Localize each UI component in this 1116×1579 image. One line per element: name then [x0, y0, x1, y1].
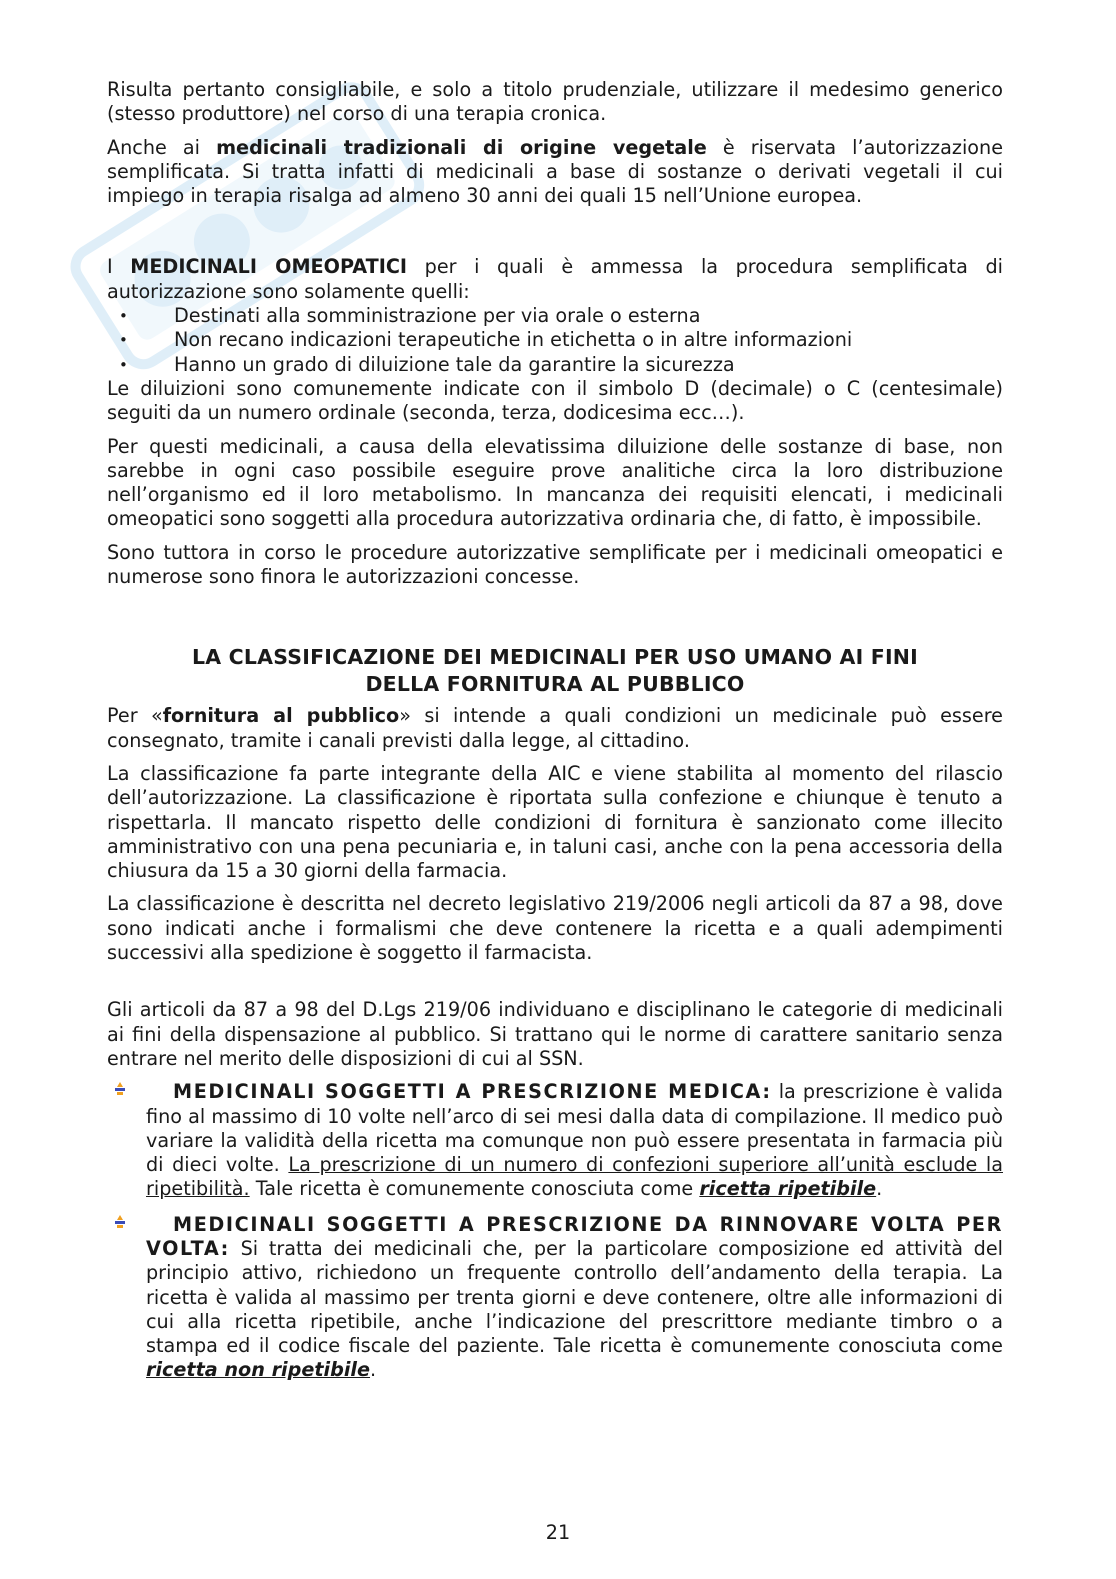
paragraph-autorizzazioni: Sono tuttora in corso le procedure autorizzative semplificate per i medicinali omeopatici e numerose sono finora le autorizzazioni concesse. [107, 540, 1003, 589]
page-number: 21 [545, 1521, 571, 1544]
paragraph-classificazione-aic: La classificazione fa parte integrante della AIC e viene stabilita al momento del rilascio dell’autorizzazione. La classificazione è riportata sulla confezione e chiunque è tenuto a rispettarla. Il mancato rispetto delle condizioni di fornitura è sanzionato come illecito amministrativo con una pena pecuniaria e, in taluni casi, anche con la pena accessoria della chiusura da 15 a 30 giorni della farmacia. [107, 761, 1003, 883]
category-title: MEDICINALI SOGGETTI A PRESCRIZIONE MEDICA: [173, 1080, 772, 1104]
list-item-text: Destinati alla somministrazione per via orale o esterna [174, 304, 701, 328]
text-run: Per « [107, 704, 163, 728]
text-run: Tale ricetta è comunemente conosciuta come [249, 1177, 700, 1201]
categories-list [107, 1080, 1003, 1383]
bold-term: medicinali tradizionali di origine vegetale [216, 135, 707, 159]
category-item [107, 1080, 1003, 1201]
paragraph-omeopatici [107, 255, 1003, 304]
section-title [107, 644, 1003, 698]
list-item-text: Non recano indicazioni terapeutiche in etichetta o in altre informazioni [174, 328, 853, 352]
list-item [107, 304, 1003, 328]
category-title: MEDICINALI SOGGETTI A PRESCRIZIONE DA RINNOVARE VOLTA PER VOLTA: [146, 1212, 1003, 1260]
bullet-marker-icon [113, 1082, 127, 1096]
section-title-line1: LA CLASSIFICAZIONE DEI MEDICINALI PER USO UMANO AI FINI [192, 645, 918, 670]
underlined-text: La prescrizione di un numero di confezioni superiore all’unità esclude la ripetibilità. [146, 1153, 1003, 1201]
text-run: . [370, 1358, 377, 1382]
bullet-icon: • [119, 331, 128, 350]
category-term: ricetta ripetibile [699, 1177, 877, 1201]
section-title-line2: DELLA FORNITURA AL PUBBLICO [365, 672, 745, 697]
paragraph-articoli: Gli articoli da 87 a 98 del D.Lgs 219/06 individuano e disciplinano le categorie di medicinali ai fini della dispensazione al pubblico. Si trattano qui le norme di carattere sanitario senza entrare nel merito delle disposizioni di cui al SSN. [107, 998, 1003, 1070]
omeopatici-list [107, 304, 1003, 377]
paragraph-generico: Risulta pertanto consigliabile, e solo a titolo prudenziale, utilizzare il medesimo generico (stesso produttore) nel corso di una terapia cronica. [107, 78, 1003, 126]
paragraph-diluizioni: Le diluizioni sono comunemente indicate con il simbolo D (decimale) o C (centesimale) seguiti da un numero ordinale (seconda, terza, dodicesima ecc…). [107, 376, 1003, 425]
paragraph-fornitura [107, 704, 1003, 753]
text-run: » si intende a quali condizioni un medicinale può essere consegnato, tramite i canali previsti dalla legge, al cittadino. [107, 704, 1003, 752]
category-term: ricetta non ripetibile [146, 1358, 371, 1382]
paragraph-decreto: La classificazione è descritta nel decreto legislativo 219/2006 negli articoli da 87 a 98, dove sono indicati anche i formalismi che deve contenere la ricetta e a quali adempimenti successivi alla spedizione è soggetto il farmacista. [107, 892, 1003, 965]
bullet-icon: • [119, 355, 128, 374]
category-item [107, 1213, 1003, 1383]
text-run: I [107, 255, 131, 279]
list-item [107, 353, 1003, 377]
text-run: la prescrizione è valida fino al massimo di 10 volte nell’arco di sei mesi dalla data di compilazione. Il medico può variare la validità della ricetta ma comunque non può essere presentata in farmacia più di dieci volte. [146, 1080, 1003, 1177]
list-item-text: Hanno un grado di diluizione tale da garantire la sicurezza [174, 352, 735, 376]
bullet-icon: • [119, 307, 128, 326]
text-run: Anche ai [107, 135, 217, 159]
bold-term: fornitura al pubblico [162, 704, 400, 728]
text-run: Si tratta dei medicinali che, per la particolare composizione ed attività del principio attivo, richiedono un frequente controllo dell’andamento della terapia. La ricetta è valida al massimo per trenta giorni e deve contenere, oltre alle informazioni di cui alla ricetta ripetibile, anche l’indicazione del prescrittore mediante timbro o a stampa ed il codice fiscale del paziente. Tale ricetta è comunemente conosciuta come [146, 1236, 1003, 1358]
text-run: per i quali è ammessa la procedura semplificata di autorizzazione sono solamente quelli: [107, 255, 1003, 303]
paragraph-analisi: Per questi medicinali, a causa della elevatissima diluizione delle sostanze di base, non sarebbe in ogni caso possibile eseguire prove analitiche circa la loro distribuzione nell’organismo ed il loro metabolismo. In mancanza dei requisiti elencati, i medicinali omeopatici sono soggetti alla procedura autorizzativa ordinaria che, di fatto, è impossibile. [107, 434, 1003, 531]
paragraph-vegetale [107, 136, 1003, 209]
bullet-marker-icon [113, 1215, 127, 1229]
list-item [107, 328, 1003, 352]
bold-term: MEDICINALI OMEOPATICI [130, 255, 408, 279]
text-run: è riservata l’autorizzazione semplificata. Si tratta infatti di medicinali a base di sostanze o derivati vegetali il cui impiego in terapia risalga ad almeno 30 anni dei quali 15 nell’Unione europea. [107, 135, 1003, 208]
text-run: . [876, 1177, 883, 1201]
document-page [107, 78, 1003, 1394]
